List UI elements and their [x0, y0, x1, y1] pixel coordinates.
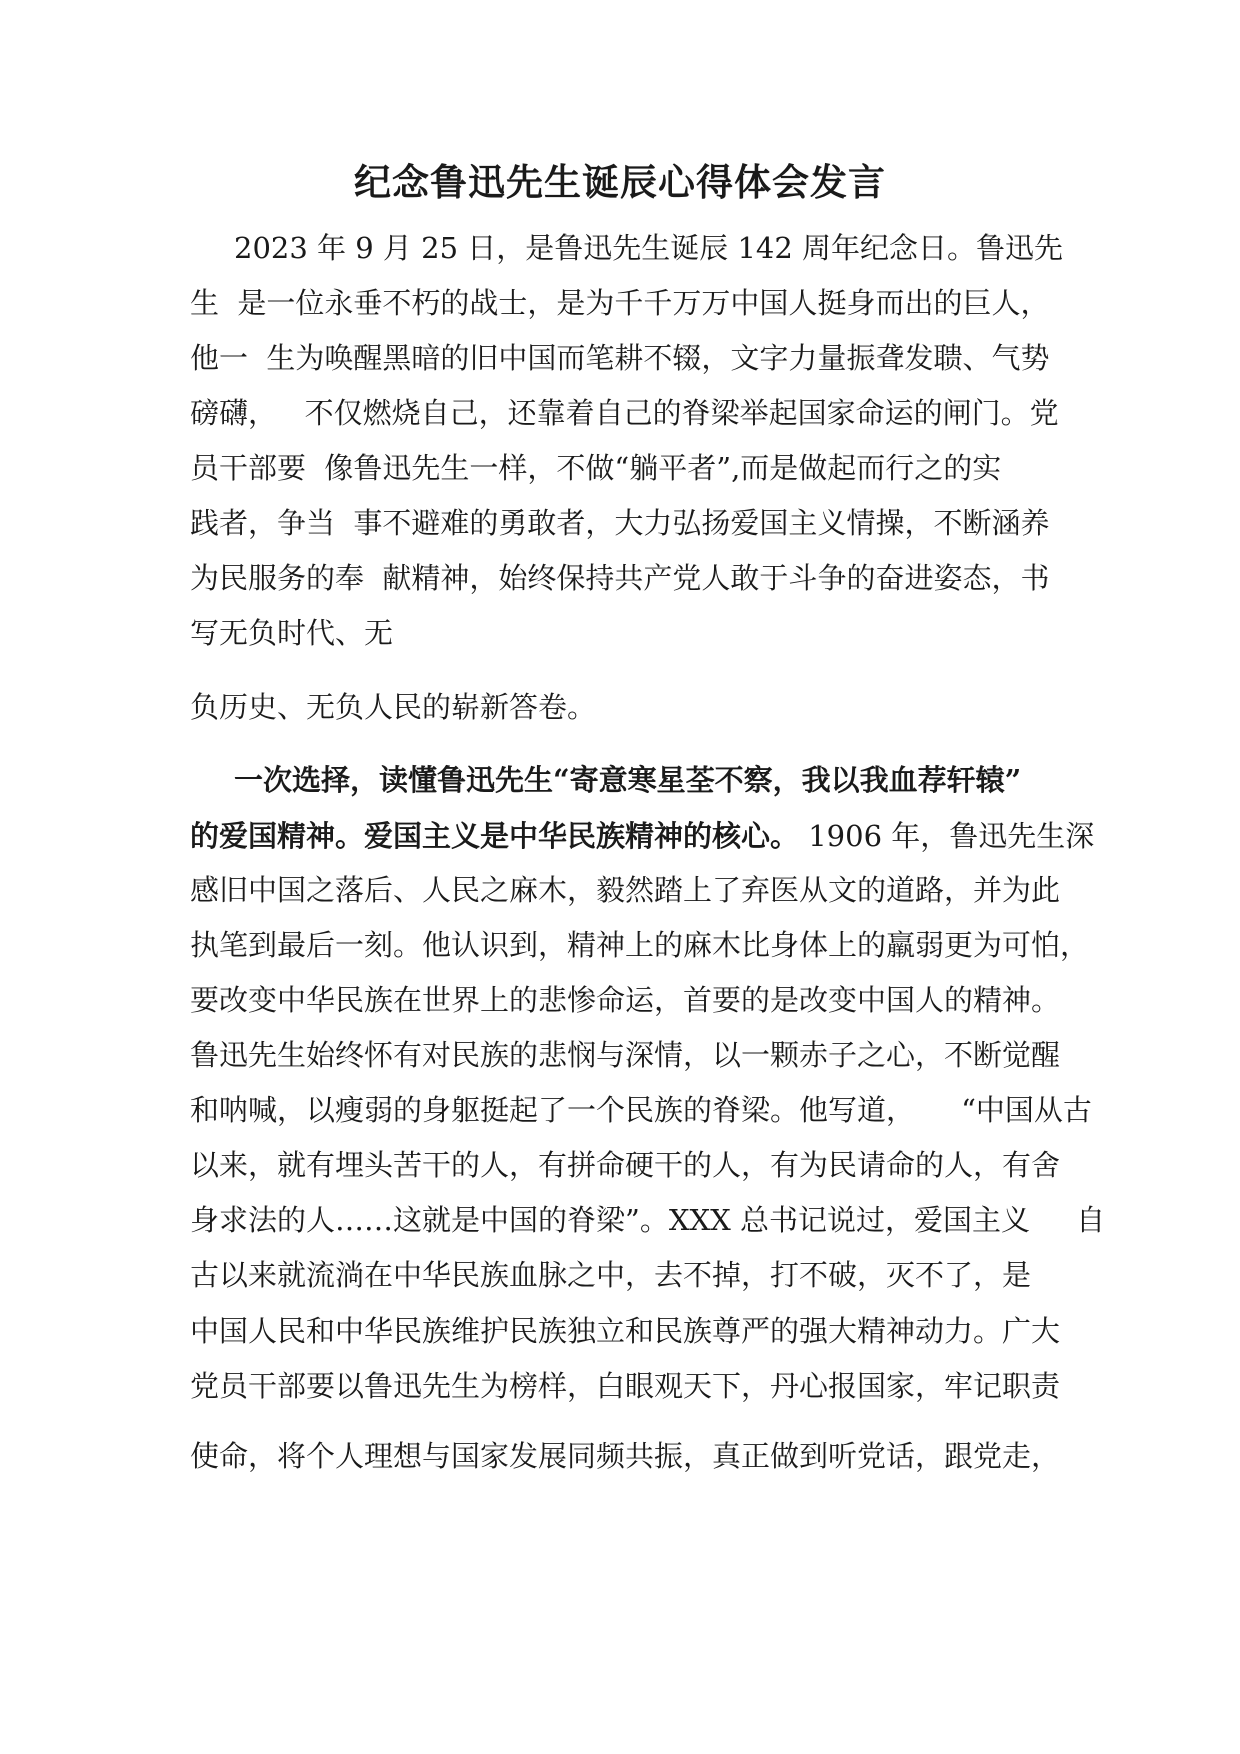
- paragraph-line: 和呐喊，以瘦弱的身躯挺起了一个民族的脊梁。他写道， “中国从古: [190, 1093, 1092, 1127]
- paragraph-line: 执笔到最后一刻。他认识到，精神上的麻木比身体上的羸弱更为可怕，: [190, 928, 1090, 962]
- paragraph-line: 写无负时代、无: [190, 616, 394, 650]
- paragraph-line: 鲁迅先生始终怀有对民族的悲悯与深情，以一颗赤子之心，不断觉醒: [190, 1038, 1061, 1072]
- paragraph-line: 以来，就有埋头苦干的人，有拼命硬干的人，有为民请命的人，有舍: [190, 1148, 1061, 1182]
- paragraph-line: 感旧中国之落后、人民之麻木，毅然踏上了弃医从文的道路，并为此: [190, 873, 1061, 907]
- paragraph-line: 2023 年 9 月 25 日，是鲁迅先生诞辰 142 周年纪念日。鲁迅先: [234, 231, 1064, 265]
- paragraph-line: 负历史、无负人民的崭新答卷。: [190, 690, 597, 724]
- paragraph-line: 他一 生为唤醒黑暗的旧中国而笔耕不辍，文字力量振聋发聩、气势: [190, 341, 1050, 375]
- paragraph-line: 生 是一位永垂不朽的战士，是为千千万万中国人挺身而出的巨人，: [190, 286, 1050, 320]
- paragraph-text: 1906 年，鲁迅先生深: [799, 819, 1095, 853]
- paragraph-line: 磅礴， 不仅燃烧自己，还靠着自己的脊梁举起国家命运的闸门。党: [190, 396, 1059, 430]
- paragraph-line: 身求法的人……这就是中国的脊梁”。XXX 总书记说过，爱国主义 自: [190, 1203, 1106, 1237]
- paragraph-line: 要改变中华民族在世界上的悲惨命运，首要的是改变中国人的精神。: [190, 983, 1061, 1017]
- paragraph-line: 古以来就流淌在中华民族血脉之中，去不掉，打不破，灭不了，是: [190, 1258, 1032, 1292]
- section-heading-tail: 的爱国精神。爱国主义是中华民族精神的核心。: [190, 819, 800, 853]
- section-heading-line-2: [190, 816, 1094, 856]
- paragraph-line: 员干部要 像鲁迅先生一样，不做“躺平者”,而是做起而行之的实: [190, 451, 1002, 485]
- paragraph-line: 践者，争当 事不避难的勇敢者，大力弘扬爱国主义情操，不断涵养: [190, 506, 1050, 540]
- document-title: 纪念鲁迅先生诞辰心得体会发言: [354, 160, 886, 204]
- paragraph-line: 中国人民和中华民族维护民族独立和民族尊严的强大精神动力。广大: [190, 1314, 1061, 1348]
- section-heading-line: 一次选择，读懂鲁迅先生“寄意寒星荃不察，我以我血荐轩辕”: [234, 763, 1022, 797]
- paragraph-line: 为民服务的奉 献精神，始终保持共产党人敢于斗争的奋进姿态，书: [190, 561, 1050, 595]
- paragraph-line: 使命，将个人理想与国家发展同频共振，真正做到听党话，跟党走，: [190, 1439, 1061, 1473]
- paragraph-line: 党员干部要以鲁迅先生为榜样，白眼观天下，丹心报国家，牢记职责: [190, 1369, 1061, 1403]
